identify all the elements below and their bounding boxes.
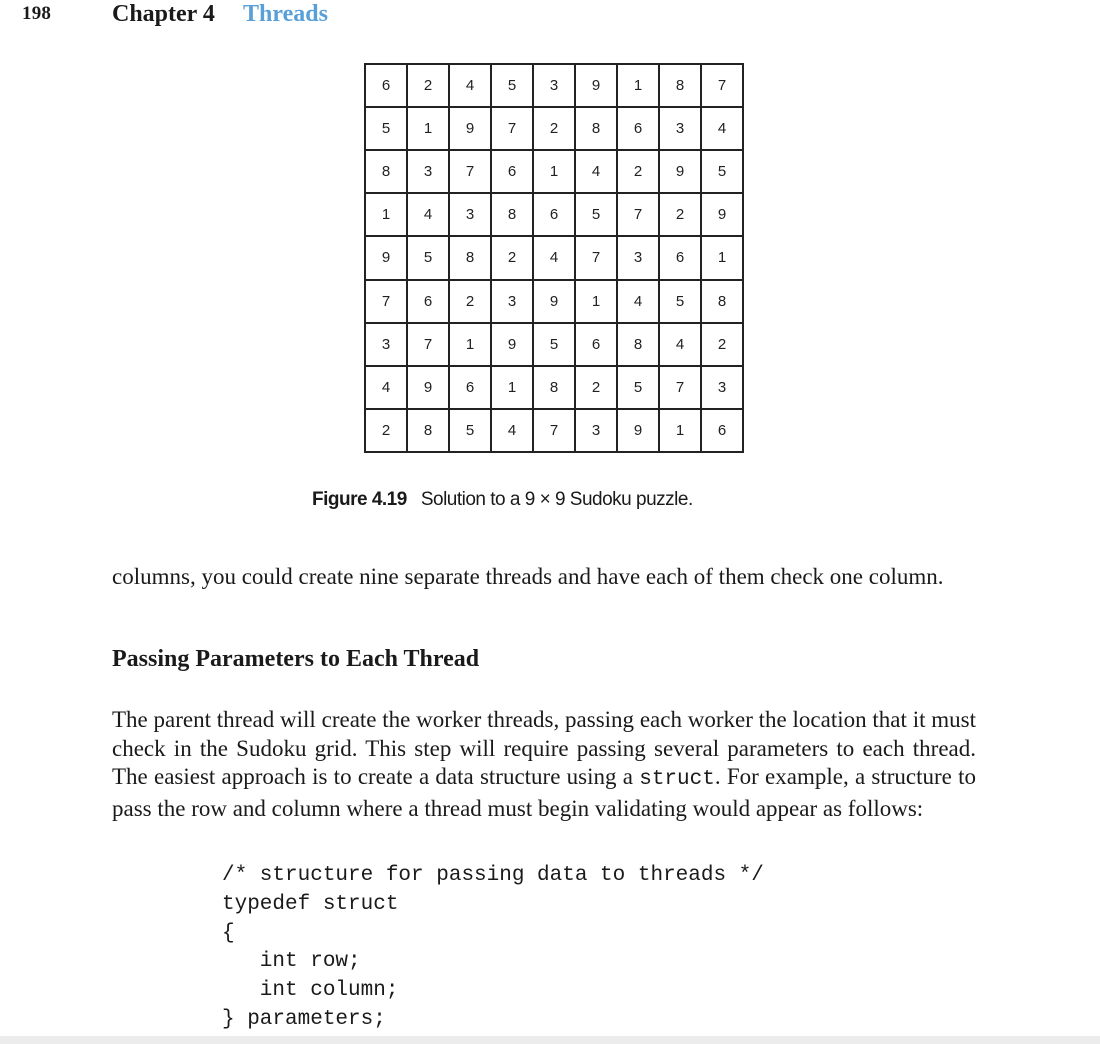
sudoku-row bbox=[365, 366, 743, 409]
chapter-title: Threads bbox=[243, 1, 328, 27]
sudoku-row bbox=[365, 280, 743, 323]
sudoku-cell: 7 bbox=[407, 323, 449, 366]
sudoku-cell: 2 bbox=[407, 64, 449, 107]
sudoku-cell: 5 bbox=[575, 193, 617, 236]
sudoku-row bbox=[365, 323, 743, 366]
code-block bbox=[222, 862, 764, 1035]
sudoku-cell: 1 bbox=[365, 193, 407, 236]
sudoku-cell: 1 bbox=[659, 409, 701, 452]
sudoku-cell: 3 bbox=[449, 193, 491, 236]
sudoku-cell: 8 bbox=[491, 193, 533, 236]
sudoku-cell: 8 bbox=[701, 280, 743, 323]
sudoku-row bbox=[365, 150, 743, 193]
code-line: int column; bbox=[222, 979, 399, 1003]
sudoku-cell: 9 bbox=[491, 323, 533, 366]
sudoku-cell: 2 bbox=[575, 366, 617, 409]
sudoku-cell: 4 bbox=[449, 64, 491, 107]
sudoku-cell: 3 bbox=[491, 280, 533, 323]
page-bottom-shade bbox=[0, 1036, 1100, 1044]
sudoku-cell: 6 bbox=[701, 409, 743, 452]
sudoku-cell: 5 bbox=[533, 323, 575, 366]
figure-label: Figure 4.19 bbox=[312, 489, 407, 510]
figure-caption bbox=[312, 489, 693, 511]
sudoku-cell: 1 bbox=[533, 150, 575, 193]
paragraph-text-before-code: The parent thread will create the worker threads, passing each worker the location that it must check in the Sudoku grid. This step will require passing several parameters to each thread. The easiest approach is to create a data structure using a bbox=[112, 707, 976, 789]
sudoku-row bbox=[365, 193, 743, 236]
sudoku-cell: 9 bbox=[407, 366, 449, 409]
sudoku-cell: 7 bbox=[701, 64, 743, 107]
sudoku-cell: 9 bbox=[701, 193, 743, 236]
sudoku-cell: 5 bbox=[449, 409, 491, 452]
section-heading: Passing Parameters to Each Thread bbox=[112, 646, 480, 672]
sudoku-cell: 5 bbox=[491, 64, 533, 107]
sudoku-cell: 4 bbox=[491, 409, 533, 452]
sudoku-cell: 7 bbox=[533, 409, 575, 452]
code-line: typedef struct bbox=[222, 892, 399, 916]
code-line: int row; bbox=[222, 950, 361, 974]
inline-code-struct: struct bbox=[639, 768, 715, 791]
sudoku-cell: 7 bbox=[365, 280, 407, 323]
sudoku-cell: 3 bbox=[407, 150, 449, 193]
code-line: /* structure for passing data to threads */ bbox=[222, 864, 764, 887]
sudoku-cell: 2 bbox=[449, 280, 491, 323]
sudoku-cell: 9 bbox=[575, 64, 617, 107]
code-line: { bbox=[222, 921, 235, 945]
sudoku-cell: 5 bbox=[659, 280, 701, 323]
paragraph-passing-parameters bbox=[112, 706, 976, 823]
sudoku-cell: 5 bbox=[365, 107, 407, 150]
sudoku-cell: 9 bbox=[617, 409, 659, 452]
sudoku-cell: 3 bbox=[533, 64, 575, 107]
sudoku-cell: 2 bbox=[701, 323, 743, 366]
sudoku-cell: 6 bbox=[659, 236, 701, 279]
sudoku-cell: 6 bbox=[407, 280, 449, 323]
sudoku-cell: 4 bbox=[659, 323, 701, 366]
sudoku-cell: 7 bbox=[659, 366, 701, 409]
sudoku-cell: 8 bbox=[617, 323, 659, 366]
sudoku-cell: 8 bbox=[575, 107, 617, 150]
page-number: 198 bbox=[22, 3, 52, 24]
sudoku-cell: 3 bbox=[659, 107, 701, 150]
sudoku-cell: 3 bbox=[575, 409, 617, 452]
sudoku-cell: 6 bbox=[491, 150, 533, 193]
figure-caption-text: Solution to a 9 × 9 Sudoku puzzle. bbox=[420, 489, 693, 510]
sudoku-cell: 7 bbox=[575, 236, 617, 279]
sudoku-cell: 1 bbox=[491, 366, 533, 409]
sudoku-cell: 4 bbox=[365, 366, 407, 409]
sudoku-cell: 9 bbox=[533, 280, 575, 323]
sudoku-row bbox=[365, 409, 743, 452]
sudoku-cell: 5 bbox=[701, 150, 743, 193]
sudoku-cell: 5 bbox=[617, 366, 659, 409]
sudoku-cell: 2 bbox=[617, 150, 659, 193]
sudoku-cell: 6 bbox=[365, 64, 407, 107]
sudoku-cell: 3 bbox=[365, 323, 407, 366]
sudoku-cell: 6 bbox=[575, 323, 617, 366]
sudoku-cell: 4 bbox=[533, 236, 575, 279]
sudoku-row bbox=[365, 107, 743, 150]
sudoku-cell: 7 bbox=[449, 150, 491, 193]
sudoku-row bbox=[365, 64, 743, 107]
sudoku-cell: 8 bbox=[533, 366, 575, 409]
sudoku-cell: 7 bbox=[491, 107, 533, 150]
sudoku-cell: 8 bbox=[407, 409, 449, 452]
sudoku-cell: 6 bbox=[449, 366, 491, 409]
sudoku-cell: 5 bbox=[407, 236, 449, 279]
chapter-label: Chapter 4 bbox=[112, 1, 215, 27]
sudoku-cell: 3 bbox=[701, 366, 743, 409]
sudoku-cell: 6 bbox=[533, 193, 575, 236]
sudoku-cell: 1 bbox=[449, 323, 491, 366]
sudoku-cell: 9 bbox=[365, 236, 407, 279]
sudoku-cell: 2 bbox=[491, 236, 533, 279]
sudoku-cell: 9 bbox=[449, 107, 491, 150]
sudoku-cell: 1 bbox=[701, 236, 743, 279]
sudoku-cell: 8 bbox=[659, 64, 701, 107]
sudoku-cell: 9 bbox=[659, 150, 701, 193]
sudoku-cell: 1 bbox=[575, 280, 617, 323]
sudoku-cell: 6 bbox=[617, 107, 659, 150]
sudoku-cell: 4 bbox=[617, 280, 659, 323]
sudoku-cell: 2 bbox=[365, 409, 407, 452]
sudoku-cell: 4 bbox=[575, 150, 617, 193]
sudoku-cell: 1 bbox=[407, 107, 449, 150]
sudoku-grid bbox=[364, 63, 744, 453]
sudoku-cell: 2 bbox=[659, 193, 701, 236]
sudoku-cell: 4 bbox=[407, 193, 449, 236]
sudoku-cell: 4 bbox=[701, 107, 743, 150]
sudoku-cell: 2 bbox=[533, 107, 575, 150]
sudoku-cell: 1 bbox=[617, 64, 659, 107]
paragraph-text-after-code: . For example, a structure to pass the row and column where a thread must begin validating would appear as follows: bbox=[112, 764, 977, 821]
sudoku-cell: 8 bbox=[449, 236, 491, 279]
sudoku-row bbox=[365, 236, 743, 279]
paragraph-columns: columns, you could create nine separate threads and have each of them check one column. bbox=[112, 564, 944, 589]
sudoku-cell: 8 bbox=[365, 150, 407, 193]
sudoku-cell: 7 bbox=[617, 193, 659, 236]
code-line: } parameters; bbox=[222, 1007, 386, 1031]
sudoku-cell: 3 bbox=[617, 236, 659, 279]
